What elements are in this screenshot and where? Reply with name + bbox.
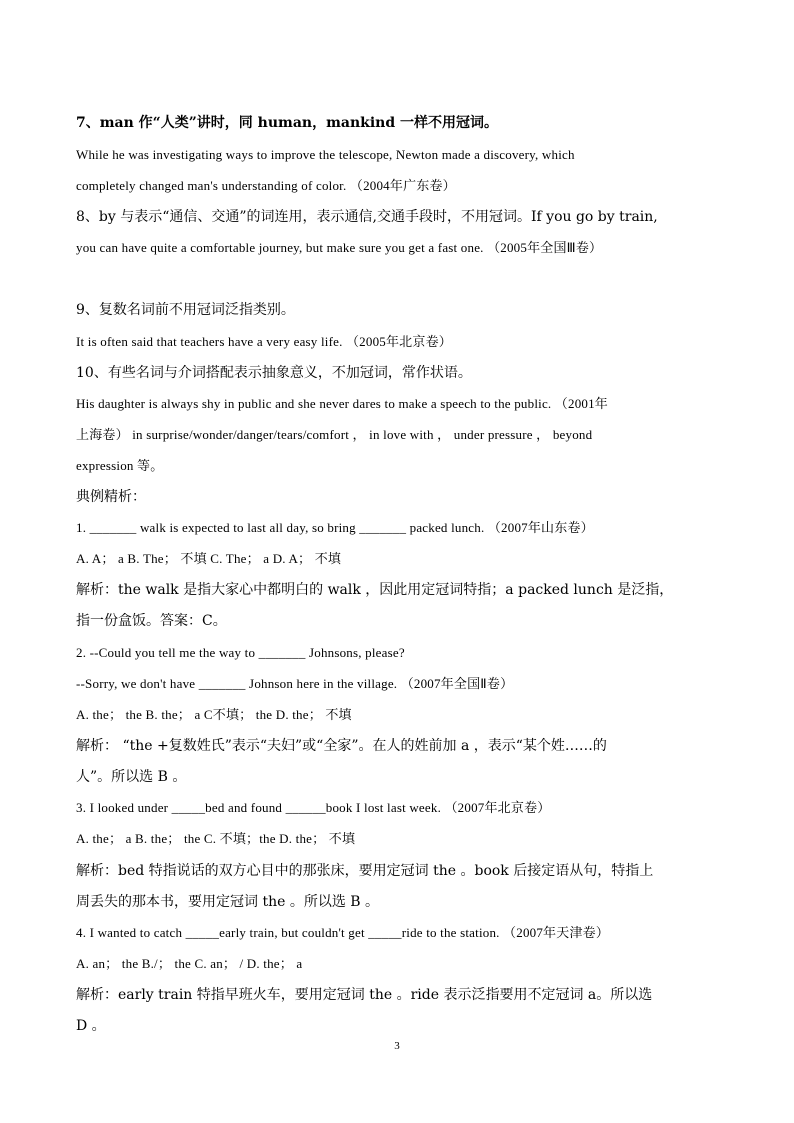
- question-3: 3. I looked under _____bed and found ______book I lost last week. （2007年北京卷）: [76, 800, 551, 815]
- question-1-analysis-line-1: 解析：the walk 是指大家心中都明白的 walk ，因此用定冠词特指；a packed lunch 是泛指，: [76, 582, 674, 598]
- rule-8-heading: 8、by 与表示“通信、交通”的词连用，表示通信,交通手段时，不用冠词。If you go by train,: [76, 209, 658, 225]
- rule-10-heading: 10、有些名词与介词搭配表示抽象意义，不加冠词，常作状语。: [76, 365, 472, 381]
- rule-7-heading: 7、man 作“人类”讲时，同 human，mankind 一样不用冠词。: [76, 115, 499, 131]
- question-2-analysis-line-2: 人”。所以选 B 。: [76, 769, 187, 785]
- question-3-options: A. the； a B. the； the C. 不填；the D. the； 不填: [76, 831, 356, 846]
- question-2-options: A. the； the B. the； a C不填； the D. the； 不填: [76, 707, 352, 722]
- question-4-analysis-line-2: D 。: [76, 1018, 106, 1034]
- rule-10-example-line-3: expression 等。: [76, 458, 164, 473]
- rule-9-heading: 9、复数名词前不用冠词泛指类别。: [76, 302, 295, 318]
- question-2-line-1: 2. --Could you tell me the way to _______ Johnsons, please?: [76, 645, 405, 660]
- examples-heading: 典例精析：: [76, 489, 146, 505]
- page-number: 3: [394, 1040, 400, 1052]
- question-1-analysis-line-2: 指一份盒饭。答案：C。: [76, 613, 227, 629]
- question-3-analysis-line-2: 周丢失的那本书，要用定冠词 the 。所以选 B 。: [76, 894, 380, 910]
- question-4-analysis-line-1: 解析：early train 特指早班火车，要用定冠词 the 。ride 表示泛指要用不定冠词 a。所以选: [76, 987, 653, 1003]
- question-2-analysis-line-1: 解析： “the +复数姓氏”表示“夫妇”或“全家”。在人的姓前加 a ，表示“某个姓……的: [76, 738, 607, 754]
- rule-7-example-line-1: While he was investigating ways to improve the telescope, Newton made a discovery, which: [76, 147, 575, 162]
- rule-10-example-line-1: His daughter is always shy in public and she never dares to make a speech to the public. （2001年: [76, 396, 609, 411]
- rule-8-example-line: you can have quite a comfortable journey, but make sure you get a fast one. （2005年全国Ⅲ卷）: [76, 240, 603, 255]
- rule-7-example-line-2: completely changed man's understanding of color. （2004年广东卷）: [76, 178, 456, 193]
- question-1: 1. _______ walk is expected to last all day, so bring _______ packed lunch. （2007年山东卷）: [76, 520, 594, 535]
- question-4: 4. I wanted to catch _____early train, but couldn't get _____ride to the station. （2007年天津卷）: [76, 925, 610, 940]
- question-2-line-2: --Sorry, we don't have _______ Johnson here in the village. （2007年全国Ⅱ卷）: [76, 676, 514, 691]
- question-4-options: A. an； the B./； the C. an； / D. the； a: [76, 956, 303, 971]
- question-1-options: A. A； a B. The； 不填 C. The； a D. A； 不填: [76, 551, 342, 566]
- rule-9-example-line: It is often said that teachers have a very easy life. （2005年北京卷）: [76, 334, 452, 349]
- rule-10-example-line-2: 上海卷） in surprise/wonder/danger/tears/comfort ， in love with ， under pressure ， beyond: [76, 427, 593, 442]
- question-3-analysis-line-1: 解析：bed 特指说话的双方心目中的那张床，要用定冠词 the 。book 后接定语从句，特指上: [76, 863, 654, 879]
